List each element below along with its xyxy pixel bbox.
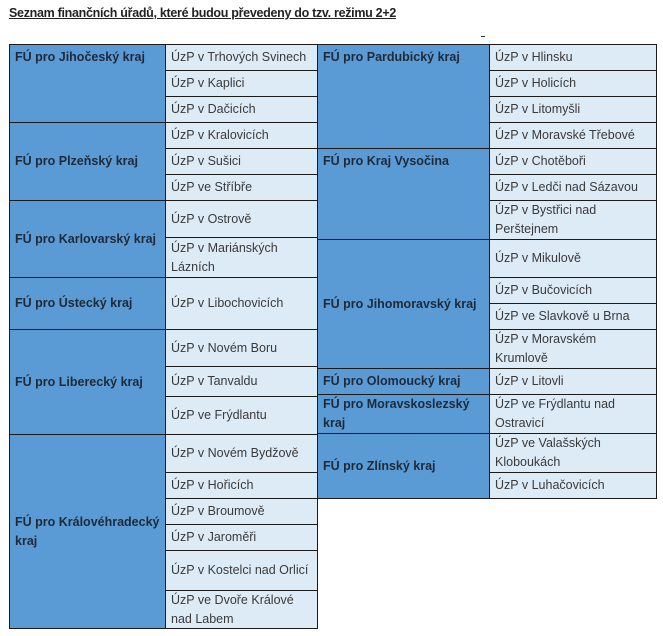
uzp-cell: ÚzP v Ostrově — [165, 200, 318, 238]
uzp-cell: ÚzP v Broumově — [165, 498, 318, 525]
uzp-cell: ÚzP v Kostelci nad Orlicí — [165, 550, 318, 591]
uzp-cell: ÚzP v Libochovicích — [165, 277, 318, 330]
uzp-cell: ÚzP ve Slavkově u Brna — [489, 303, 657, 330]
uzp-cell: ÚzP v Moravské Třebové — [489, 122, 657, 149]
fu-cell-moravskoslezsky: FÚ pro Moravskoslezský kraj — [317, 394, 490, 434]
fu-cell-pardubicky: FÚ pro Pardubický kraj — [317, 44, 490, 149]
uzp-cell: ÚzP v Kaplici — [165, 70, 318, 97]
uzp-cell: ÚzP v Sušici — [165, 148, 318, 175]
fu-cell-vysocina: FÚ pro Kraj Vysočina — [317, 148, 490, 240]
uzp-cell: ÚzP v Luhačovicích — [489, 472, 657, 499]
uzp-cell: ÚzP v Mariánských Lázních — [165, 237, 318, 278]
fu-cell-liberecky: FÚ pro Liberecký kraj — [9, 329, 166, 435]
uzp-cell: ÚzP v Mikulově — [489, 239, 657, 278]
fu-cell-karlovarsky: FÚ pro Karlovarský kraj — [9, 200, 166, 278]
page-title: Seznam finančních úřadů, které budou převedeny do tzv. režimu 2+2 — [9, 6, 396, 20]
uzp-cell: ÚzP v Novém Boru — [165, 329, 318, 367]
uzp-cell: ÚzP v Hlinsku — [489, 44, 657, 71]
uzp-cell: ÚzP v Trhových Svinech — [165, 44, 318, 71]
fu-cell-jihomoravsky: FÚ pro Jihomoravský kraj — [317, 239, 490, 369]
uzp-cell: ÚzP ve Frýdlantu — [165, 396, 318, 435]
fu-cell-kralovehradecky: FÚ pro Královéhradecký kraj — [9, 434, 166, 629]
uzp-cell: ÚzP v Jaroměři — [165, 524, 318, 551]
fu-cell-ustecky: FÚ pro Ústecký kraj — [9, 277, 166, 330]
uzp-cell: ÚzP v Tanvaldu — [165, 366, 318, 397]
uzp-cell: ÚzP v Litomyšli — [489, 96, 657, 123]
stray-dash-mark — [481, 36, 485, 37]
uzp-cell: ÚzP v Litovli — [489, 368, 657, 395]
uzp-cell: ÚzP v Hořicích — [165, 472, 318, 499]
uzp-cell: ÚzP v Novém Bydžově — [165, 434, 318, 473]
uzp-cell: ÚzP v Bystřici nad Perštejnem — [489, 200, 657, 240]
uzp-cell: ÚzP v Kralovicích — [165, 122, 318, 149]
fu-cell-olomoucky: FÚ pro Olomoucký kraj — [317, 368, 490, 395]
fu-cell-plzensky: FÚ pro Plzeňský kraj — [9, 122, 166, 201]
uzp-cell: ÚzP v Holicích — [489, 70, 657, 97]
uzp-cell: ÚzP ve Frýdlantu nad Ostravicí — [489, 394, 657, 434]
uzp-cell: ÚzP ve Stříbře — [165, 174, 318, 201]
fu-cell-zlinsky: FÚ pro Zlínský kraj — [317, 433, 490, 499]
uzp-cell: ÚzP v Dačicích — [165, 96, 318, 123]
uzp-cell: ÚzP v Bučovicích — [489, 277, 657, 304]
uzp-cell: ÚzP v Moravském Krumlově — [489, 329, 657, 369]
uzp-cell: ÚzP v Ledči nad Sázavou — [489, 174, 657, 201]
uzp-cell: ÚzP ve Dvoře Králové nad Labem — [165, 590, 318, 629]
fu-cell-jihocesky: FÚ pro Jihočeský kraj — [9, 44, 166, 123]
uzp-cell: ÚzP ve Valašských Kloboukách — [489, 433, 657, 473]
uzp-cell: ÚzP v Chotěboři — [489, 148, 657, 175]
